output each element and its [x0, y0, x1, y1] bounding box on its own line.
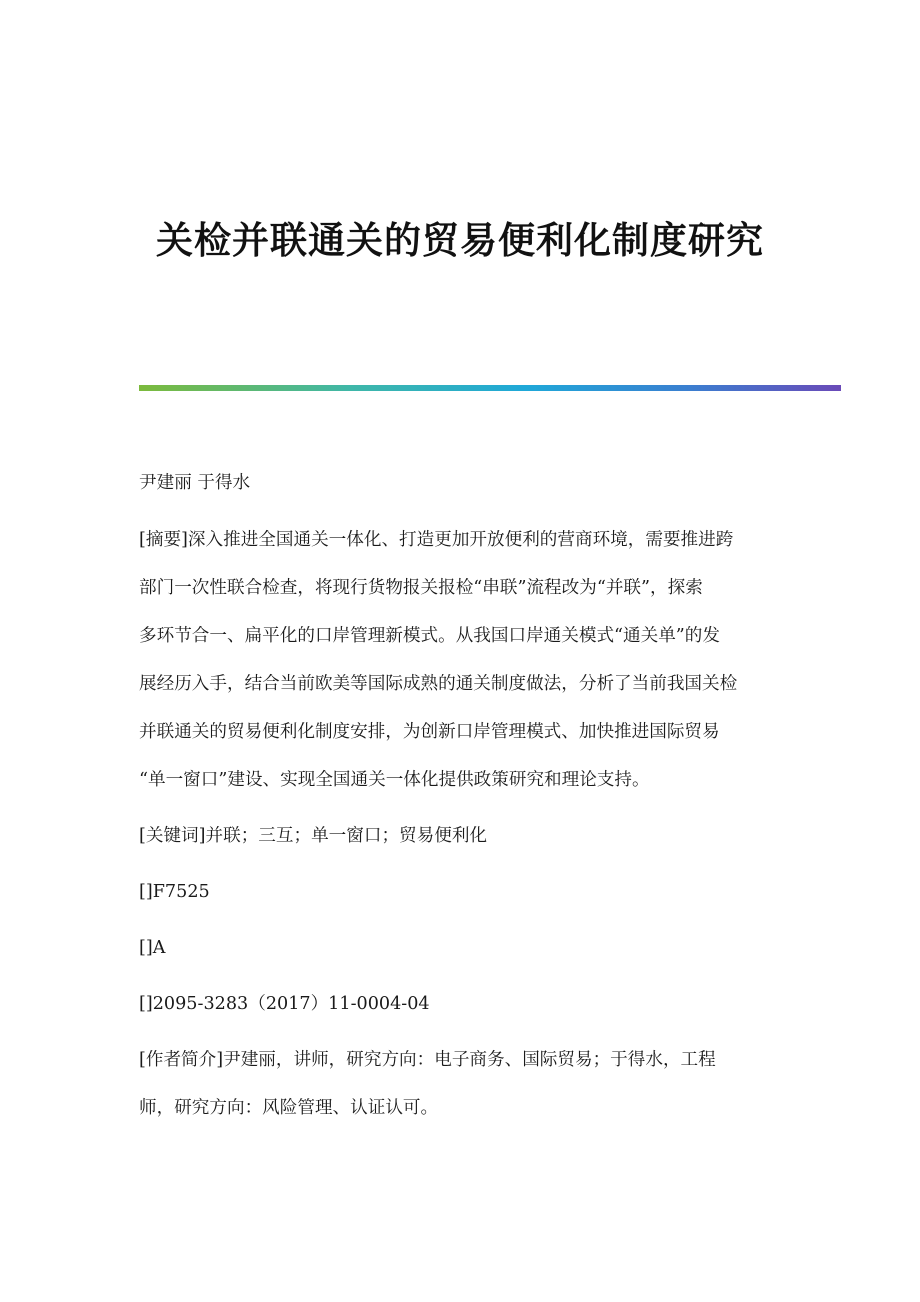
abstract-line: [摘要]深入推进全国通关一体化、打造更加开放便利的营商环境，需要推进跨 [139, 530, 734, 550]
abstract-line: 多环节合一、扁平化的口岸管理新模式。从我国口岸通关模式“通关单”的发 [139, 626, 720, 646]
keywords: [关键词]并联；三互；单一窗口；贸易便利化 [139, 826, 488, 846]
abstract-line: 部门一次性联合检查，将现行货物报关报检“串联”流程改为“并联”，探索 [139, 578, 703, 598]
abstract-line: “单一窗口”建设、实现全国通关一体化提供政策研究和理论支持。 [139, 770, 650, 790]
paper-title: 关检并联通关的贸易便利化制度研究 [156, 218, 764, 262]
abstract-line: 并联通关的贸易便利化制度安排，为创新口岸管理模式、加快推进国际贸易 [139, 722, 720, 742]
author-bio-line: 师，研究方向：风险管理、认证认可。 [139, 1098, 439, 1118]
abstract-line: 展经历入手，结合当前欧美等国际成熟的通关制度做法，分析了当前我国关检 [139, 674, 738, 694]
classification-number: []F7525 [139, 882, 210, 902]
title-divider [139, 385, 841, 391]
article-id: []2095-3283（2017）11-0004-04 [139, 994, 430, 1014]
document-code: []A [139, 938, 166, 958]
author-bio-line: [作者简介]尹建丽，讲师，研究方向：电子商务、国际贸易；于得水，工程 [139, 1050, 716, 1070]
authors: 尹建丽 于得水 [139, 473, 251, 493]
